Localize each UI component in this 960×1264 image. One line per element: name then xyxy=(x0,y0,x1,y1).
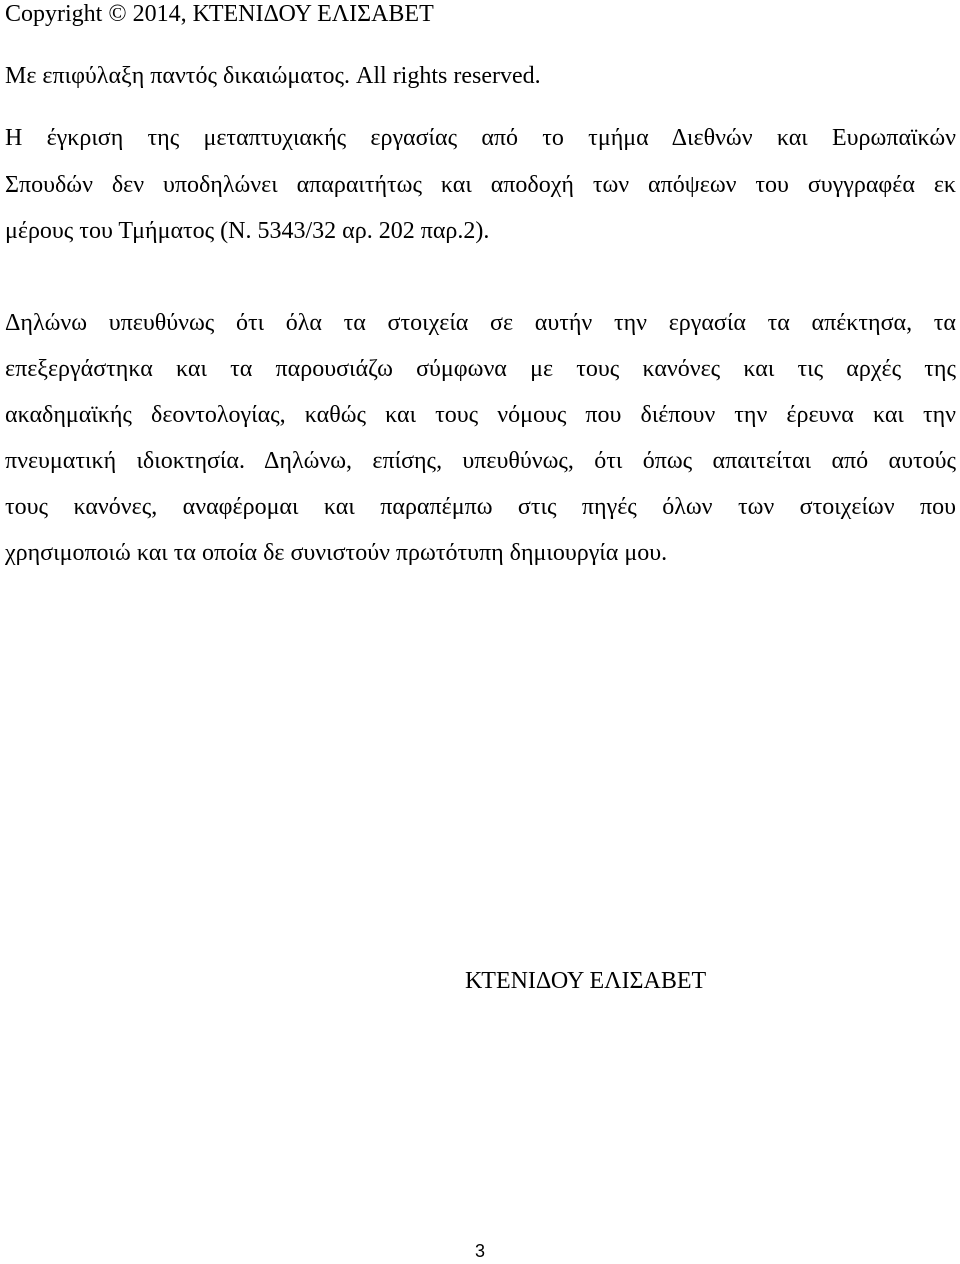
approval-note-line: Η έγκριση της μεταπτυχιακής εργασίας από το τμήμα Διεθνών και Ευρωπαϊκών xyxy=(5,125,956,151)
declaration-line: Δηλώνω υπευθύνως ότι όλα τα στοιχεία σε αυτήν την εργασία τα απέκτησα, τα xyxy=(5,310,956,336)
declaration-line: πνευματική ιδιοκτησία. Δηλώνω, επίσης, υπευθύνως, ότι όπως απαιτείται από αυτούς xyxy=(5,448,956,474)
copyright-line: Copyright © 2014, ΚΤΕΝΙΔΟΥ ΕΛΙΣΑΒΕΤ xyxy=(5,1,434,27)
declaration-line: χρησιμοποιώ και τα οποία δε συνιστούν πρωτότυπη δημιουργία μου. xyxy=(5,540,668,566)
rights-reserved-line: Με επιφύλαξη παντός δικαιώματος. All rights reserved. xyxy=(5,63,541,89)
approval-note-line: μέρους του Τμήματος (Ν. 5343/32 αρ. 202 παρ.2). xyxy=(5,218,490,244)
author-signature-name: ΚΤΕΝΙΔΟΥ ΕΛΙΣΑΒΕΤ xyxy=(465,968,707,994)
declaration-line: τους κανόνες, αναφέρομαι και παραπέμπω στις πηγές όλων των στοιχείων που xyxy=(5,494,956,520)
declaration-line: επεξεργάστηκα και τα παρουσιάζω σύμφωνα με τους κανόνες και τις αρχές της xyxy=(5,356,956,382)
declaration-line: ακαδημαϊκής δεοντολογίας, καθώς και τους νόμους που διέπουν την έρευνα και την xyxy=(5,402,956,428)
approval-note-line: Σπουδών δεν υποδηλώνει απαραιτήτως και αποδοχή των απόψεων του συγγραφέα εκ xyxy=(5,172,956,198)
page-number: 3 xyxy=(474,1241,485,1261)
